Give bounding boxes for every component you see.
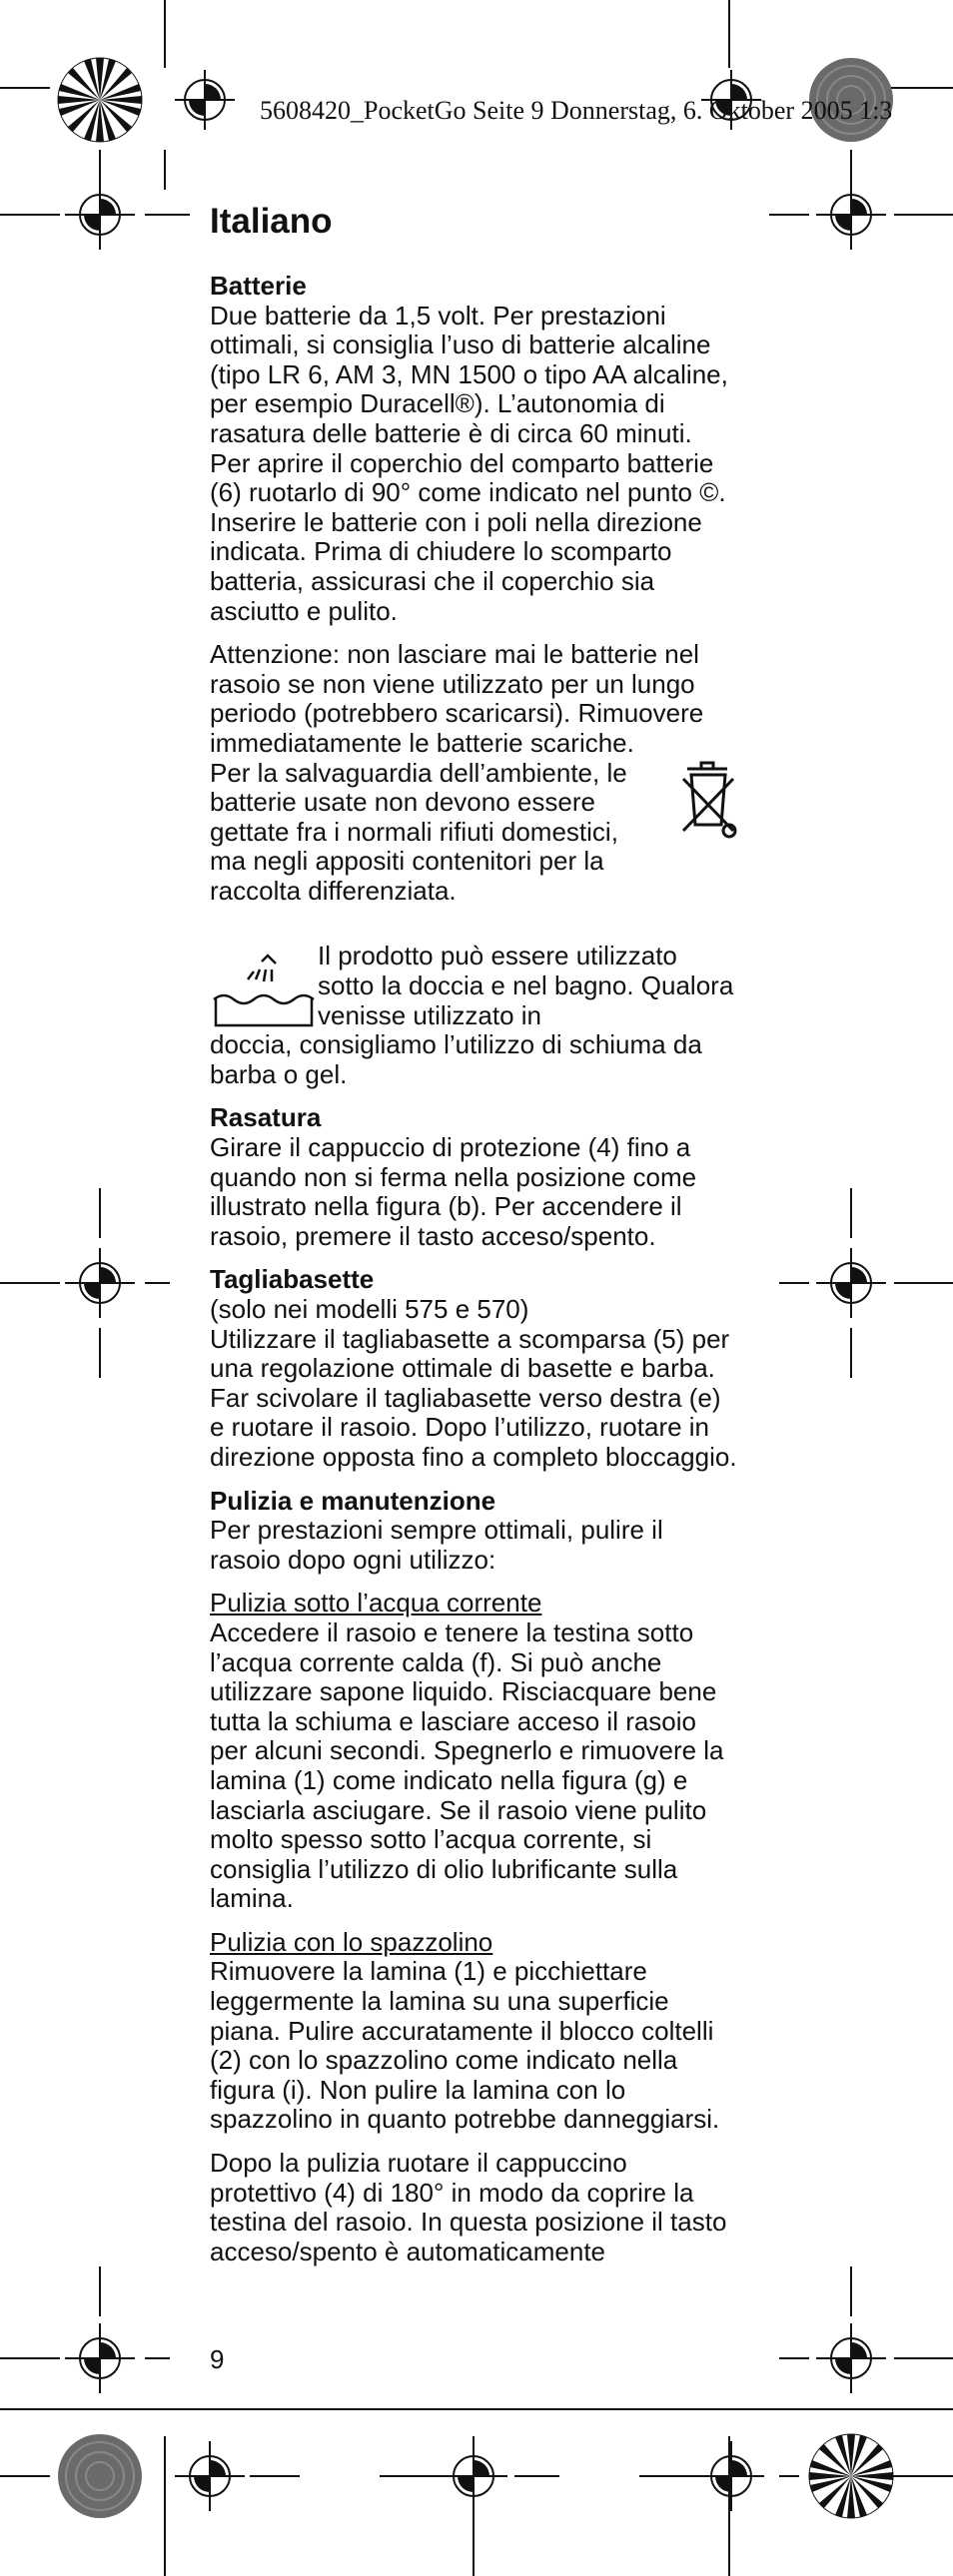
batteries-warning: Attenzione: non lasciare mai le batterie nel rasoio se non viene utilizzato per un lungo periodo (potrebbero scaricarsi). Rimuovere immediatamente le batterie scariche.	[210, 639, 704, 758]
brush-cleaning-paragraph: Rimuovere la lamina (1) e picchiettare leggermente la lamina su una superficie piana. Pulire accuratamente il blocco coltelli (2) con lo spazzolino come indicato nella figura (i). Non pulire la lamina con lo spazzolino in quanto potrebbe danneggiarsi.	[210, 1956, 720, 2135]
star-target-bottom-right	[809, 2434, 893, 2518]
shower-bath-icon	[210, 954, 318, 1031]
print-slug: 5608420_PocketGo Seite 9 Donnerstag, 6. Oktober 2005 1:3	[260, 96, 893, 125]
shaving-paragraph: Girare il cappuccio di protezione (4) fino a quando non si ferma nella posizione come illustrato nella figura (b). Per accendere il rasoio, premere il tasto acceso/spento.	[210, 1132, 697, 1251]
language-title: Italiano	[210, 202, 333, 241]
batteries-heading: Batterie	[210, 271, 307, 301]
trimmer-paragraph: Utilizzare il tagliabasette a scomparsa (5) per una regolazione ottimale di basette e barba. Far scivolare il tagliabasette verso destra (e) e ruotare il rasoio. Dopo l’utilizzo, ruotare in direzione opposta fino a completo bloccaggio.	[210, 1323, 737, 1472]
after-cleaning-paragraph: Dopo la pulizia ruotare il cappuccino protettivo (4) di 180° in modo da coprire la testina del rasoio. In questa posizione il tasto acceso/spento è automaticamente	[210, 2148, 727, 2266]
shower-lead: Il prodotto può essere utilizzato sotto la doccia e nel bagno. Qualora venisse utilizzato in	[318, 941, 734, 1030]
cleaning-intro: Per prestazioni sempre ottimali, pulire il rasoio dopo ogni utilizzo:	[210, 1515, 663, 1575]
water-cleaning-paragraph: Accedere il rasoio e tenere la testina sotto l’acqua corrente calda (f). Si può anche utilizzare sapone liquido. Risciacquare bene tutta la schiuma e lasciare acceso il rasoio per alcuni secondi. Spegnerlo e rimuovere la lamina (1) come indicato nella figura (g) e lasciarla asciugare. Se il rasoio viene pulito molto spesso sotto l’acqua corrente, si consiglia l’utilizzo di olio lubrificante sulla lamina.	[210, 1616, 724, 1914]
trimmer-note: (solo nei modelli 575 e 570)	[210, 1294, 529, 1324]
disposal-paragraph: Per la salvaguardia dell’ambiente, le batterie usate non devono essere gettate fra i normali rifiuti domestici, ma negli appositi contenitori per la raccolta differenziata.	[210, 757, 627, 906]
cleaning-heading: Pulizia e manutenzione	[210, 1485, 496, 1516]
disposal-block	[210, 759, 739, 907]
shower-block	[210, 920, 739, 1089]
trimmer-heading: Tagliabasette	[210, 1264, 375, 1295]
batteries-paragraph: Due batterie da 1,5 volt. Per prestazioni ottimali, si consiglia l’uso di batterie alcaline (tipo LR 6, AM 3, MN 1500 o tipo AA alcaline, per esempio Duracell®). L’autonomia di rasatura delle batterie è di circa 60 minuti. Per aprire il coperchio del comparto batterie (6) ruotarlo di 90° come indicato nel punto ©. Inserire le batterie con i poli nella direzione indicata. Prima di chiudere lo scomparto batteria, assicurasi che il coperchio sia asciutto e pulito.	[210, 300, 728, 626]
shower-tail: doccia, consigliamo l’utilizzo di schiuma da barba o gel.	[210, 1029, 702, 1089]
water-cleaning-title: Pulizia sotto l’acqua corrente	[210, 1588, 542, 1618]
crossed-bin-icon	[677, 755, 739, 841]
manual-content	[210, 200, 739, 2280]
shaving-heading: Rasatura	[210, 1102, 322, 1133]
brush-cleaning-title: Pulizia con lo spazzolino	[210, 1926, 493, 1957]
gray-target-bottom-left	[58, 2434, 142, 2518]
star-target-top-left	[58, 58, 142, 142]
page-number: 9	[210, 2344, 225, 2374]
